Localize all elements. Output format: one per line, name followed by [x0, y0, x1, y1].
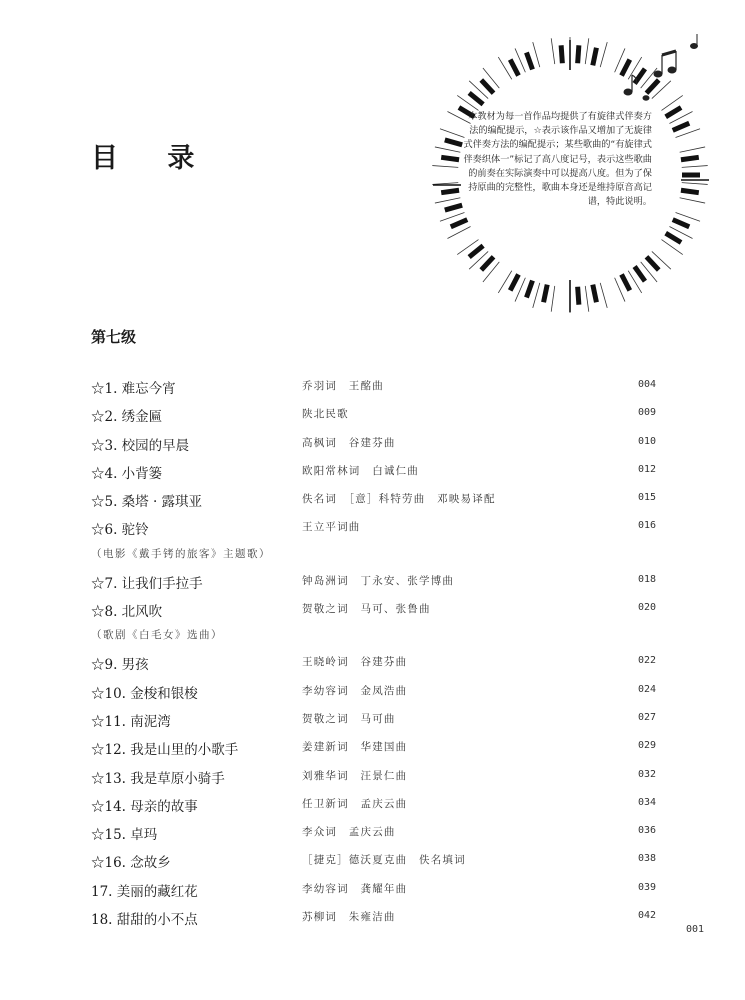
- toc-entry: [91, 762, 656, 790]
- toc-entry-title: ☆10. 金梭和银梭: [91, 685, 198, 702]
- toc-entry: [91, 485, 656, 513]
- toc-entry-page: 012: [637, 463, 656, 475]
- toc-entry-title: ☆12. 我是山里的小歌手: [91, 742, 239, 759]
- toc-entry-page: 022: [637, 655, 656, 667]
- toc-subtitle-row: [91, 623, 656, 648]
- toc-entry-credits: 贺敬之词 马可、张鲁曲: [302, 603, 431, 616]
- toc-entry-credits: 欧阳常林词 白诚仁曲: [302, 464, 419, 477]
- toc-entry-title: ☆9. 男孩: [91, 657, 149, 674]
- intro-note: 本教材为每一首作品均提供了有旋律式伴奏方法的编配提示，☆表示该作品又增加了无旋律式伴奏方法的编配提示；某些歌曲的“有旋律式伴奏织体一”标记了高八度记号，表示这些歌曲的前奏在实际演奏中可以提高八度。但为了保持原曲的完整性，歌曲本身还是维持原音高记谱，特此说明。: [463, 111, 652, 208]
- section-title: 第七级: [91, 328, 137, 346]
- table-of-contents: [91, 372, 656, 931]
- toc-entry-credits: 陕北民歌: [302, 408, 349, 421]
- toc-entry-title: ☆16. 念故乡: [91, 855, 171, 872]
- toc-entry-page: 015: [637, 492, 656, 504]
- toc-entry: [91, 818, 656, 846]
- toc-entry-credits: 贺敬之词 马可曲: [302, 712, 396, 725]
- toc-entry-page: 020: [637, 602, 656, 614]
- toc-entry: [91, 648, 656, 676]
- music-notes-icon: [608, 30, 708, 110]
- toc-entry: [91, 903, 656, 931]
- toc-entry-page: 010: [637, 435, 656, 447]
- toc-entry: [91, 790, 656, 818]
- toc-entry-page: 027: [637, 711, 656, 723]
- toc-entry-credits: 李幼容词 金凤浩曲: [302, 684, 408, 697]
- toc-entry: [91, 733, 656, 761]
- toc-entry-title: ☆4. 小背篓: [91, 465, 163, 482]
- toc-entry-title: 18. 甜甜的小不点: [91, 912, 198, 929]
- toc-entry-page: 009: [637, 407, 656, 419]
- toc-entry-credits: 王晓岭词 谷建芬曲: [302, 656, 408, 669]
- toc-entry-title: ☆7. 让我们手拉手: [91, 575, 203, 592]
- toc-entry-credits: 李幼容词 龚耀年曲: [302, 882, 408, 895]
- toc-entry-title: ☆6. 驼铃: [91, 522, 149, 539]
- toc-entry-title: ☆3. 校园的早晨: [91, 437, 190, 454]
- toc-entry: [91, 372, 656, 400]
- page-title: 目 录: [91, 143, 215, 174]
- toc-entry-page: 029: [637, 740, 656, 752]
- toc-entry-page: 016: [637, 520, 656, 532]
- toc-entry: [91, 677, 656, 705]
- toc-entry: [91, 846, 656, 874]
- toc-entry-title: ☆8. 北风吹: [91, 604, 163, 621]
- toc-entry-credits: 王立平词曲: [302, 521, 361, 534]
- toc-entry-title: ☆11. 南泥湾: [91, 713, 171, 730]
- toc-entry-credits: 钟岛洲词 丁永安、张学博曲: [302, 574, 455, 587]
- toc-entry-title: ☆1. 难忘今宵: [91, 381, 176, 397]
- toc-entry-credits: 李众词 孟庆云曲: [302, 826, 396, 839]
- toc-entry: [91, 513, 656, 541]
- toc-entry-page: 034: [637, 796, 656, 808]
- toc-entry-page: 024: [637, 683, 656, 695]
- toc-entry-page: 004: [637, 379, 656, 390]
- toc-entry: [91, 595, 656, 623]
- toc-entry-credits: 姜建新词 华建国曲: [302, 741, 408, 754]
- toc-entry-title: ☆5. 桑塔 · 露琪亚: [91, 494, 203, 511]
- toc-entry-credits: 刘雅华词 汪景仁曲: [302, 769, 408, 782]
- toc-entry-page: 018: [637, 573, 656, 585]
- toc-entry-page: 036: [637, 825, 656, 837]
- toc-entry-credits: 苏柳词 朱雍洁曲: [302, 911, 396, 924]
- toc-entry: [91, 457, 656, 485]
- toc-entry: [91, 429, 656, 457]
- toc-entry: [91, 400, 656, 428]
- toc-entry: [91, 705, 656, 733]
- toc-entry-credits: ［捷克］德沃夏克曲 佚名填词: [302, 854, 466, 867]
- toc-entry: [91, 567, 656, 595]
- toc-entry-title: ☆13. 我是草原小骑手: [91, 770, 225, 787]
- toc-subtitle-row: [91, 542, 656, 567]
- toc-entry-title: 17. 美丽的藏红花: [91, 883, 198, 900]
- toc-entry-title: ☆15. 卓玛: [91, 827, 158, 844]
- toc-entry-credits: 高枫词 谷建芬曲: [302, 436, 396, 449]
- toc-entry-subtitle: （电影《戴手铐的旅客》主题歌）: [91, 547, 271, 560]
- toc-entry-title: ☆2. 绣金匾: [91, 409, 163, 426]
- toc-entry-page: 042: [637, 910, 656, 922]
- page-number: 001: [686, 924, 705, 935]
- toc-entry-title: ☆14. 母亲的故事: [91, 798, 198, 815]
- toc-entry-page: 038: [637, 853, 656, 865]
- toc-entry-credits: 乔羽词 王酩曲: [302, 380, 384, 392]
- toc-entry-subtitle: （歌剧《白毛女》选曲）: [91, 629, 223, 642]
- toc-entry-credits: 任卫新词 孟庆云曲: [302, 797, 408, 810]
- toc-entry-page: 032: [637, 768, 656, 780]
- toc-entry-credits: 佚名词 ［意］科特劳曲 邓映易译配: [302, 493, 496, 506]
- toc-entry: [91, 875, 656, 903]
- toc-entry-page: 039: [637, 881, 656, 893]
